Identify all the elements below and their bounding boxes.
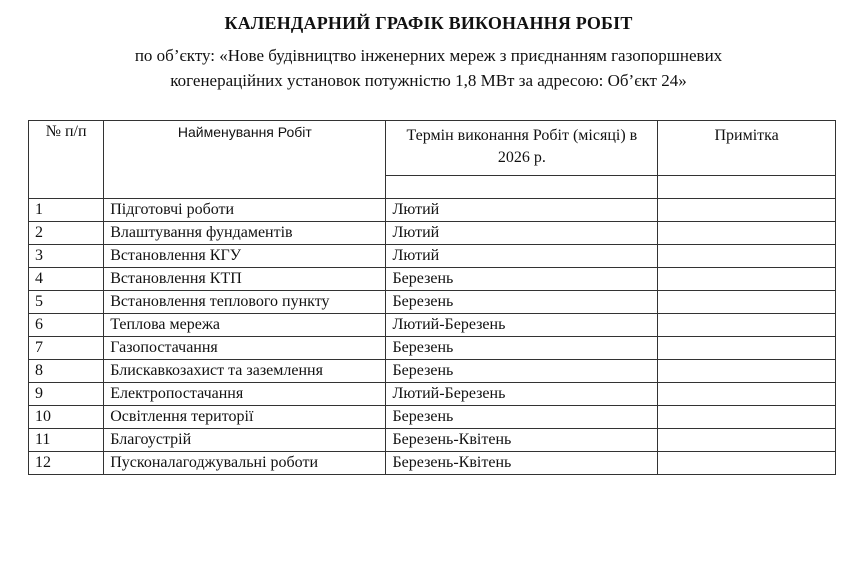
row-work-name: Встановлення теплового пункту bbox=[104, 291, 386, 314]
row-note bbox=[658, 406, 836, 429]
row-work-name: Блискавкозахист та заземлення bbox=[104, 360, 386, 383]
row-work-name: Встановлення КТП bbox=[104, 268, 386, 291]
table-row bbox=[29, 406, 836, 429]
row-note bbox=[658, 360, 836, 383]
document-subtitle-line2: когенераційних установок потужністю 1,8 МВт за адресою: Об’єкт 24» bbox=[170, 71, 687, 90]
table-row bbox=[29, 199, 836, 222]
row-term: Лютий bbox=[386, 199, 658, 222]
row-work-name: Влаштування фундаментів bbox=[104, 222, 386, 245]
document-subtitle-line1: по об’єкту: «Нове будівництво інженерних мереж з приєднанням газопоршневих bbox=[134, 46, 723, 65]
row-note bbox=[658, 429, 836, 452]
row-work-name: Пусконалагоджувальні роботи bbox=[104, 452, 386, 475]
table-row bbox=[29, 245, 836, 268]
row-note bbox=[658, 452, 836, 475]
table-row bbox=[29, 222, 836, 245]
row-number: 8 bbox=[29, 360, 104, 383]
row-term: Березень bbox=[386, 337, 658, 360]
header-note: Примітка bbox=[658, 121, 836, 176]
row-term: Лютий bbox=[386, 245, 658, 268]
row-note bbox=[658, 314, 836, 337]
row-work-name: Благоустрій bbox=[104, 429, 386, 452]
row-work-name: Електропостачання bbox=[104, 383, 386, 406]
row-number: 5 bbox=[29, 291, 104, 314]
row-term: Березень bbox=[386, 406, 658, 429]
table-row bbox=[29, 383, 836, 406]
table-row bbox=[29, 337, 836, 360]
row-number: 4 bbox=[29, 268, 104, 291]
row-term: Березень bbox=[386, 268, 658, 291]
row-term: Лютий-Березень bbox=[386, 314, 658, 337]
table-row bbox=[29, 452, 836, 475]
header-term: Термін виконання Робіт (місяці) в 2026 р. bbox=[386, 121, 658, 176]
row-work-name: Встановлення КГУ bbox=[104, 245, 386, 268]
row-term: Березень bbox=[386, 291, 658, 314]
row-note bbox=[658, 199, 836, 222]
table-row bbox=[29, 291, 836, 314]
row-term: Березень-Квітень bbox=[386, 452, 658, 475]
table-row bbox=[29, 268, 836, 291]
row-work-name: Освітлення території bbox=[104, 406, 386, 429]
row-number: 12 bbox=[29, 452, 104, 475]
row-work-name: Газопостачання bbox=[104, 337, 386, 360]
row-number: 10 bbox=[29, 406, 104, 429]
header-number: № п/п bbox=[29, 121, 104, 199]
row-term: Березень bbox=[386, 360, 658, 383]
row-number: 9 bbox=[29, 383, 104, 406]
row-term: Березень-Квітень bbox=[386, 429, 658, 452]
table-row bbox=[29, 314, 836, 337]
row-number: 2 bbox=[29, 222, 104, 245]
schedule-table bbox=[28, 120, 836, 475]
row-work-name: Теплова мережа bbox=[104, 314, 386, 337]
row-note bbox=[658, 383, 836, 406]
row-work-name: Підготовчі роботи bbox=[104, 199, 386, 222]
header-term-sub-empty bbox=[386, 176, 658, 199]
row-term: Лютий-Березень bbox=[386, 383, 658, 406]
row-number: 11 bbox=[29, 429, 104, 452]
row-number: 3 bbox=[29, 245, 104, 268]
row-note bbox=[658, 245, 836, 268]
header-note-sub-empty bbox=[658, 176, 836, 199]
header-work-name: Найменування Робіт bbox=[104, 121, 386, 199]
row-number: 6 bbox=[29, 314, 104, 337]
table-row bbox=[29, 360, 836, 383]
row-note bbox=[658, 268, 836, 291]
row-number: 1 bbox=[29, 199, 104, 222]
table-row bbox=[29, 429, 836, 452]
row-number: 7 bbox=[29, 337, 104, 360]
row-note bbox=[658, 222, 836, 245]
document-title: КАЛЕНДАРНИЙ ГРАФІК ВИКОНАННЯ РОБІТ bbox=[224, 13, 633, 33]
row-note bbox=[658, 291, 836, 314]
row-term: Лютий bbox=[386, 222, 658, 245]
row-note bbox=[658, 337, 836, 360]
